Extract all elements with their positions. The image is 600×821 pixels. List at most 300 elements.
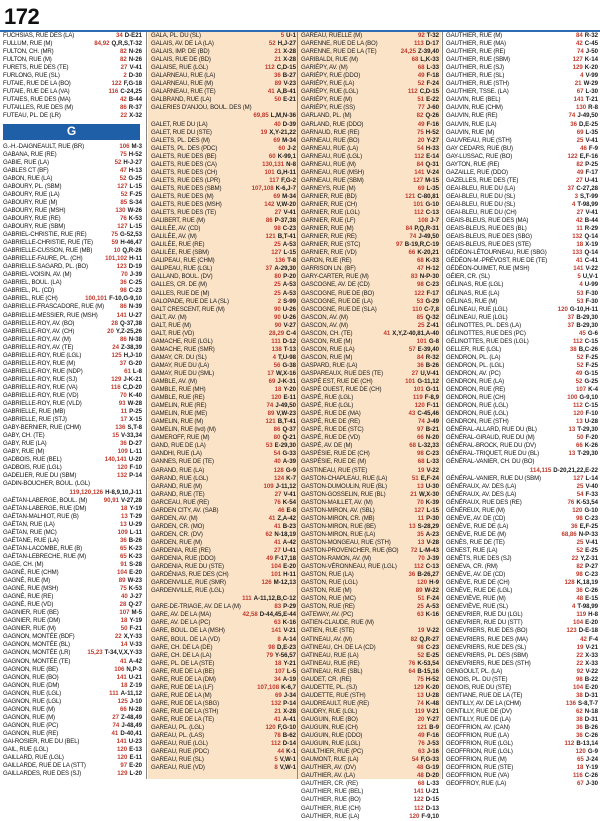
index-column-1 xyxy=(0,32,144,779)
index-entry xyxy=(298,619,441,627)
index-entry xyxy=(148,619,298,627)
index-entry xyxy=(148,48,298,56)
index-entry xyxy=(0,143,144,151)
index-entry xyxy=(148,555,298,563)
grid-ref: U-21 xyxy=(425,788,439,796)
index-entry xyxy=(443,772,600,780)
street-name: GALET, RUE DU (STE) xyxy=(151,128,212,136)
index-entry xyxy=(443,458,600,466)
grid-ref: F-16 xyxy=(426,732,439,740)
street-name: GÉLINAS, RUE (LA) xyxy=(446,289,500,297)
page-ref: 57 xyxy=(408,345,416,353)
street-name: GASPÉ, RUE (LGL) xyxy=(301,402,354,410)
street-name: GAREAU, PL. (LAS) xyxy=(151,732,204,740)
index-entry xyxy=(148,298,298,306)
street-name: GASTON, RUE (RE) xyxy=(301,603,355,611)
page-ref: 36 xyxy=(576,724,583,732)
index-entry xyxy=(298,185,441,193)
index-entry xyxy=(443,378,600,386)
index-entry xyxy=(0,738,144,746)
grid-ref: F,G-2 xyxy=(281,176,296,184)
street-name: GENÈVE, AV. DE (CD) xyxy=(446,571,506,579)
page-ref: 63 xyxy=(274,619,281,627)
index-entry xyxy=(0,440,144,448)
page-ref: 68 xyxy=(409,442,416,450)
index-entry xyxy=(0,159,144,167)
page-ref: 24 xyxy=(112,343,119,351)
street-name: GALOPADE, RUE DE LA (SL) xyxy=(151,297,229,305)
grid-ref: K-20 xyxy=(425,683,439,691)
grid-ref: X-28 xyxy=(283,707,296,715)
page-ref: 125 xyxy=(111,351,122,359)
grid-ref: M-12,13 xyxy=(273,579,296,587)
index-entry xyxy=(148,483,298,491)
index-entry xyxy=(298,450,441,458)
grid-ref: Q-31 xyxy=(425,160,439,168)
page-ref: 82 xyxy=(410,635,418,643)
index-entry xyxy=(0,295,144,303)
street-name: GARDENVILLE, RUE (SMR) xyxy=(151,579,226,587)
street-name: GAND, RUE DE (LA) xyxy=(151,442,206,450)
grid-ref: X-33 xyxy=(585,651,598,659)
grid-ref: T-8 xyxy=(287,257,296,265)
page-ref: 120 xyxy=(265,724,276,732)
index-entry xyxy=(298,764,441,772)
index-entry xyxy=(298,426,441,434)
page-ref: 98 xyxy=(417,450,424,458)
page-ref: 37 xyxy=(265,265,273,273)
grid-ref: C-23 xyxy=(425,643,439,651)
street-name: GARE, AV. DE LA (MA) xyxy=(151,611,211,619)
grid-ref: E-39,40 xyxy=(417,345,439,353)
index-entry xyxy=(0,408,144,416)
street-name: GABY, RUE (M) xyxy=(3,448,45,456)
index-entry xyxy=(148,306,298,314)
index-entry xyxy=(0,328,144,336)
index-entry xyxy=(298,740,441,748)
index-entry xyxy=(148,290,298,298)
index-entry xyxy=(148,668,298,676)
index-entry xyxy=(298,121,441,129)
index-entry xyxy=(298,483,441,491)
page-ref: 25 xyxy=(274,289,281,297)
grid-ref: B-21 xyxy=(425,426,439,434)
index-entry xyxy=(443,56,600,64)
street-name: GEOFFROY, RUE (LA) xyxy=(446,780,507,788)
page-ref: 69 xyxy=(273,192,281,200)
page-ref: 18 xyxy=(274,659,282,667)
grid-ref: J-49,50 xyxy=(418,233,439,241)
street-name: GADIN-BOUCHER, BOUL. (LGL) xyxy=(3,480,90,488)
grid-ref: N-28 xyxy=(128,705,142,713)
index-entry xyxy=(298,700,441,708)
grid-ref: Z-41 xyxy=(426,321,439,329)
page-ref: 13 xyxy=(408,522,416,530)
street-name: GAMELIN, RUE (lvd) (M) xyxy=(151,426,216,434)
index-entry xyxy=(443,298,600,306)
grid-ref: V-41 xyxy=(585,538,598,546)
street-name: GASTON, RUE (MC) xyxy=(301,595,356,603)
grid-ref: A-23 xyxy=(425,530,439,538)
page-ref: 61 xyxy=(124,367,131,375)
index-entry xyxy=(298,338,441,346)
page-ref: 129 xyxy=(111,375,122,383)
grid-ref: D-13 xyxy=(425,804,439,812)
index-entry xyxy=(0,609,144,617)
page-ref: 11 xyxy=(120,408,128,416)
grid-ref: F,G-10 xyxy=(277,724,296,732)
page-ref: 82 xyxy=(576,563,584,571)
grid-ref: G-33 xyxy=(282,450,296,458)
index-entry xyxy=(298,88,441,96)
street-name: GATEWAY, AV. (PC) xyxy=(301,611,354,619)
index-entry xyxy=(298,813,441,821)
street-name: GASCON, AV. (M) xyxy=(301,321,348,329)
grid-ref: D,E-23 xyxy=(277,643,296,651)
page-ref: 13 xyxy=(568,426,576,434)
grid-ref: C-23 xyxy=(282,225,296,233)
page-ref: 97 xyxy=(120,762,128,770)
street-name: GABIE, RUE (LA) xyxy=(3,158,49,166)
grid-ref: N-26 xyxy=(128,48,142,56)
index-entry xyxy=(443,426,600,434)
grid-ref: C-23 xyxy=(584,514,598,522)
index-entry xyxy=(148,611,298,619)
grid-ref: F-25 xyxy=(585,353,598,361)
grid-ref: J-49,50 xyxy=(275,402,296,410)
page-ref: 66 xyxy=(408,249,416,257)
page-ref: 27 xyxy=(274,490,282,498)
page-ref: 75 xyxy=(417,128,424,136)
grid-ref: R-29 xyxy=(584,225,598,233)
grid-ref: A-29,30 xyxy=(274,265,296,273)
page-ref: 15 xyxy=(112,432,119,440)
street-name: GARY-CARTER, RUE (M) xyxy=(301,273,369,281)
index-entry xyxy=(298,40,441,48)
street-name: GALIBERT, RUE (M) xyxy=(151,217,205,225)
grid-ref: K-53 xyxy=(128,214,142,222)
street-name: GALETS, PL. DES (PDC) xyxy=(151,144,218,152)
page-ref: 75 xyxy=(120,150,127,158)
page-ref: 36 xyxy=(120,536,127,544)
page-ref: 141 xyxy=(414,168,425,176)
street-name: GÉNÉRAL-ALLARD, RUE DU (BL) xyxy=(446,426,537,434)
grid-ref: B-19,R,C-19 xyxy=(404,241,439,249)
index-entry xyxy=(148,660,298,668)
grid-ref: T-21 xyxy=(585,96,598,104)
page-ref: 107,108 xyxy=(257,683,280,691)
street-name: GENTILLY, RUE DE (LA) xyxy=(446,715,511,723)
grid-ref: H-52 xyxy=(425,675,439,683)
page-ref: 25 xyxy=(576,538,584,546)
page-ref: 27 xyxy=(576,209,584,217)
grid-ref: J-50 xyxy=(585,48,598,56)
street-name: GAI-ROSIER, RUE DU (BEL) xyxy=(3,737,80,745)
page-ref: 141 xyxy=(116,737,127,745)
street-name: GALILÉE, AV. (CD) xyxy=(151,225,201,233)
grid-ref: N-20 xyxy=(425,434,439,442)
index-entry xyxy=(298,547,441,555)
page-ref: 69 xyxy=(576,128,584,136)
street-name: FUTAIE, RUE DE LA (VA) xyxy=(3,88,70,96)
street-name: GABRIEL, PL. (CD) xyxy=(3,287,54,295)
grid-ref: L-33 xyxy=(426,780,439,788)
grid-ref: B,C-26 xyxy=(578,345,598,353)
street-name: GENÈVE, AV. DE (CD) xyxy=(446,514,506,522)
street-name: GÉLINAS, RUE (LGL) xyxy=(446,281,504,289)
index-entry xyxy=(148,273,298,281)
index-entry xyxy=(443,273,600,281)
street-name: GEOFFRION, RUE (VA) xyxy=(446,772,510,780)
page-ref: 116 xyxy=(108,88,119,96)
page-ref: 67 xyxy=(576,88,584,96)
street-name: GÉLINOTTES, RUE DES (PC) xyxy=(446,329,526,337)
grid-ref: K-53 xyxy=(128,585,142,593)
street-name: GATINEAU, AV. (M) xyxy=(301,635,352,643)
page-ref: 89 xyxy=(267,410,275,418)
page-ref: 68 xyxy=(417,64,425,72)
page-ref: 41 xyxy=(274,522,281,530)
street-name: G.-H.-DAIGNEAULT, RUE (BR) xyxy=(3,142,84,150)
street-name: GARDEN, CR. (MO) xyxy=(151,522,205,530)
index-entry xyxy=(148,80,298,88)
grid-ref: N-38 xyxy=(128,335,142,343)
grid-ref: S-28 xyxy=(129,560,142,568)
grid-ref: B,T-41 xyxy=(277,418,296,426)
street-name: GALLAND, BOUL. (DV) xyxy=(151,273,213,281)
page-ref: 19 xyxy=(417,627,425,635)
page-ref: 112 xyxy=(270,740,281,748)
index-entry xyxy=(0,424,144,432)
grid-ref: E-20 xyxy=(585,619,598,627)
index-entry xyxy=(443,756,600,764)
page-ref: 107 xyxy=(119,609,130,617)
grid-ref: C,D-20 xyxy=(122,383,142,391)
page-ref: 27 xyxy=(411,369,419,377)
street-name: GATINEAU, RUE (RE) xyxy=(301,659,360,667)
street-name: GAGNON, RUE (LGL) xyxy=(3,697,62,705)
page-ref: 84 xyxy=(405,225,413,233)
grid-ref: G-15 xyxy=(584,369,598,377)
grid-ref: W-29 xyxy=(583,80,598,88)
grid-ref: C-24,25 xyxy=(120,88,142,96)
grid-ref: Q-14 xyxy=(584,233,598,241)
index-entry xyxy=(0,199,144,207)
page-ref: 49 xyxy=(575,369,583,377)
page-ref: 25 xyxy=(417,603,424,611)
index-entry xyxy=(148,338,298,346)
grid-ref: Z-19 xyxy=(129,681,142,689)
street-name: GABRIEL, BOUL. (LA) xyxy=(3,279,62,287)
grid-ref: E-8 xyxy=(286,506,296,514)
index-entry xyxy=(0,400,144,408)
page-ref: 25 xyxy=(417,321,425,329)
page-ref: 101 xyxy=(405,378,416,386)
page-ref: 98 xyxy=(576,514,583,522)
grid-ref: Z-38,39 xyxy=(120,343,142,351)
page-ref: 27 xyxy=(576,176,583,184)
grid-ref: Q-27 xyxy=(128,601,142,609)
grid-ref: U-21 xyxy=(128,673,142,681)
page-ref: 79 xyxy=(266,651,273,659)
grid-ref: B,T-41 xyxy=(277,233,296,241)
street-name: GASPÉ, RUE (LGL) xyxy=(301,394,354,402)
index-entry xyxy=(443,322,600,330)
grid-ref: J-24 xyxy=(585,756,598,764)
grid-ref: A-53 xyxy=(282,241,296,249)
grid-ref: V-41 xyxy=(585,136,598,144)
index-entry xyxy=(0,505,144,513)
street-name: GENDRON, RUE (CH) xyxy=(446,394,506,402)
page-ref: 8 xyxy=(274,764,278,772)
page-ref: 120 xyxy=(573,410,584,418)
street-name: GABOURY, RUE (SBM) xyxy=(3,222,66,230)
page-ref: 4 xyxy=(571,200,576,208)
street-name: GABRIELLE, RUE (MB) xyxy=(3,408,66,416)
grid-ref: V-28 xyxy=(426,538,439,546)
street-name: GALETS, RUE DES (LPR) xyxy=(151,176,220,184)
street-name: GAZELLES, RUE DES (TE) xyxy=(446,176,519,184)
grid-ref: N-26 xyxy=(128,56,142,64)
street-name: GÉNÉRAL-VANIER, CH. DU (BO) xyxy=(446,458,535,466)
street-name: GARNIER, RUE (STC) xyxy=(301,241,361,249)
index-entry xyxy=(0,690,144,698)
grid-ref: A-53 xyxy=(282,281,296,289)
street-name: GAMBLE, RUE (RE) xyxy=(151,394,205,402)
street-name: GEOFFRION, RUE (STE) xyxy=(446,764,514,772)
grid-ref: F-17,18 xyxy=(274,555,296,563)
page-ref: 89 xyxy=(118,577,126,585)
index-entry xyxy=(443,306,600,314)
index-entry xyxy=(298,48,441,56)
grid-ref: T-29 xyxy=(129,512,142,520)
street-name: FUTAIE, RUE DE LA (BO) xyxy=(3,80,71,88)
grid-ref: J-16 xyxy=(426,748,439,756)
grid-ref: R-32 xyxy=(425,353,439,361)
page-ref: 112 xyxy=(413,209,424,217)
page-ref: 42 xyxy=(576,217,583,225)
street-name: GARDEN CITY, AV. (SAB) xyxy=(151,506,219,514)
page-ref: 133 xyxy=(572,249,583,257)
grid-ref: U-30 xyxy=(425,482,439,490)
street-name: GAUTHIER, RUE (BEL) xyxy=(301,788,364,796)
index-entry xyxy=(0,263,144,271)
grid-ref: G-11,12 xyxy=(417,378,439,386)
street-name: GENEST, RUE (LA) xyxy=(446,547,498,554)
page-ref: 129 xyxy=(572,64,583,72)
grid-ref: V-22 xyxy=(585,667,598,675)
grid-ref: S,T-8 xyxy=(127,424,142,432)
grid-ref: P-20 xyxy=(283,273,296,281)
index-entry xyxy=(298,636,441,644)
street-name: GENEVRIERS, RUE DES (MA) xyxy=(446,635,528,643)
index-entry xyxy=(148,96,298,104)
street-name: GASTON-MIRON, RUE (BE) xyxy=(301,522,376,530)
street-name: GAUTHIER, AV. (DV) xyxy=(301,764,356,772)
index-entry xyxy=(0,770,144,778)
street-name: GAREAU, RUELLE (M) xyxy=(301,32,362,39)
page-ref: 76 xyxy=(274,498,281,506)
street-name: GENOIS, PL. DU (STE) xyxy=(446,675,508,683)
index-entry xyxy=(148,225,298,233)
page-ref: 129 xyxy=(117,770,128,778)
street-name: GASTINEAU, RUE (STE) xyxy=(301,466,368,474)
street-name: GEAI-BLEU, RUE DU (SL) xyxy=(446,200,516,208)
page-ref: 60 xyxy=(278,144,286,152)
page-ref: 136 xyxy=(275,257,286,265)
street-name: GABRIELLE-ROY, RUE (M) xyxy=(3,359,76,367)
street-name: GAGNON, RUE (DM) xyxy=(3,681,60,689)
street-name: GABOURY, RUE (MSH) xyxy=(3,206,66,214)
street-name: GAUDETTE, RUE (STH) xyxy=(301,691,366,699)
grid-ref: U-1 xyxy=(286,32,296,39)
index-entry xyxy=(0,682,144,690)
page-ref: 120 xyxy=(409,812,420,820)
index-entry xyxy=(298,64,441,72)
street-name: GENÈVE, RUE DE (CH) xyxy=(446,579,510,587)
index-entry xyxy=(0,633,144,641)
page-ref: 3 xyxy=(574,192,579,200)
grid-ref: K-16 xyxy=(282,619,296,627)
page-ref: 22 xyxy=(576,651,584,659)
page-ref: 101 xyxy=(416,337,427,345)
street-name: GARRISON LN. (BF) xyxy=(301,265,356,273)
page-ref: 5 xyxy=(274,756,278,764)
grid-ref: B-27 xyxy=(282,72,296,80)
grid-ref: H-8 xyxy=(588,611,598,619)
street-name: GAGNÉ, RUE (MSH) xyxy=(3,585,59,593)
grid-ref: T-29,30 xyxy=(577,426,598,434)
grid-ref: P-29 xyxy=(283,603,296,611)
grid-ref: L-15 xyxy=(129,222,142,230)
index-entry xyxy=(443,708,600,716)
street-name: GARIÉPY, RUE (DDO) xyxy=(301,72,361,80)
index-entry xyxy=(148,547,298,555)
index-entry xyxy=(148,644,298,652)
index-entry xyxy=(298,716,441,724)
grid-ref: M-5 xyxy=(131,609,142,617)
grid-ref: C-25 xyxy=(128,279,142,287)
index-entry xyxy=(148,104,298,112)
grid-ref: K-53,54 xyxy=(417,659,439,667)
grid-ref: L-33 xyxy=(426,64,439,72)
index-entry xyxy=(298,515,441,523)
page-ref: 109 xyxy=(117,528,128,536)
page-ref: 19 xyxy=(576,643,584,651)
index-entry xyxy=(148,595,298,603)
index-entry xyxy=(0,674,144,682)
page-ref: 86 xyxy=(273,426,281,434)
index-entry xyxy=(0,416,144,424)
index-entry xyxy=(148,684,298,692)
street-name: GAY-LUSSAC, RUE (BO) xyxy=(446,152,513,160)
grid-ref: J-34 xyxy=(283,691,296,699)
grid-ref: P-14 xyxy=(283,699,296,707)
index-entry xyxy=(0,601,144,609)
index-entry xyxy=(0,641,144,649)
street-name: GARLAND, RUE (DDO) xyxy=(301,120,364,128)
street-name: GAGNÉ, RUE (M) xyxy=(3,577,50,585)
street-name: GENEVIÈVE, RUE (SL) xyxy=(446,603,508,611)
street-name: GAUDREAULT, RUE (RE) xyxy=(301,699,369,707)
index-entry xyxy=(0,569,144,577)
page-ref: 127 xyxy=(573,474,584,482)
index-entry xyxy=(298,563,441,571)
page-ref: 18 xyxy=(576,241,584,249)
grid-ref: L-14 xyxy=(585,474,598,482)
index-entry xyxy=(0,561,144,569)
grid-ref: G-25 xyxy=(128,174,142,182)
